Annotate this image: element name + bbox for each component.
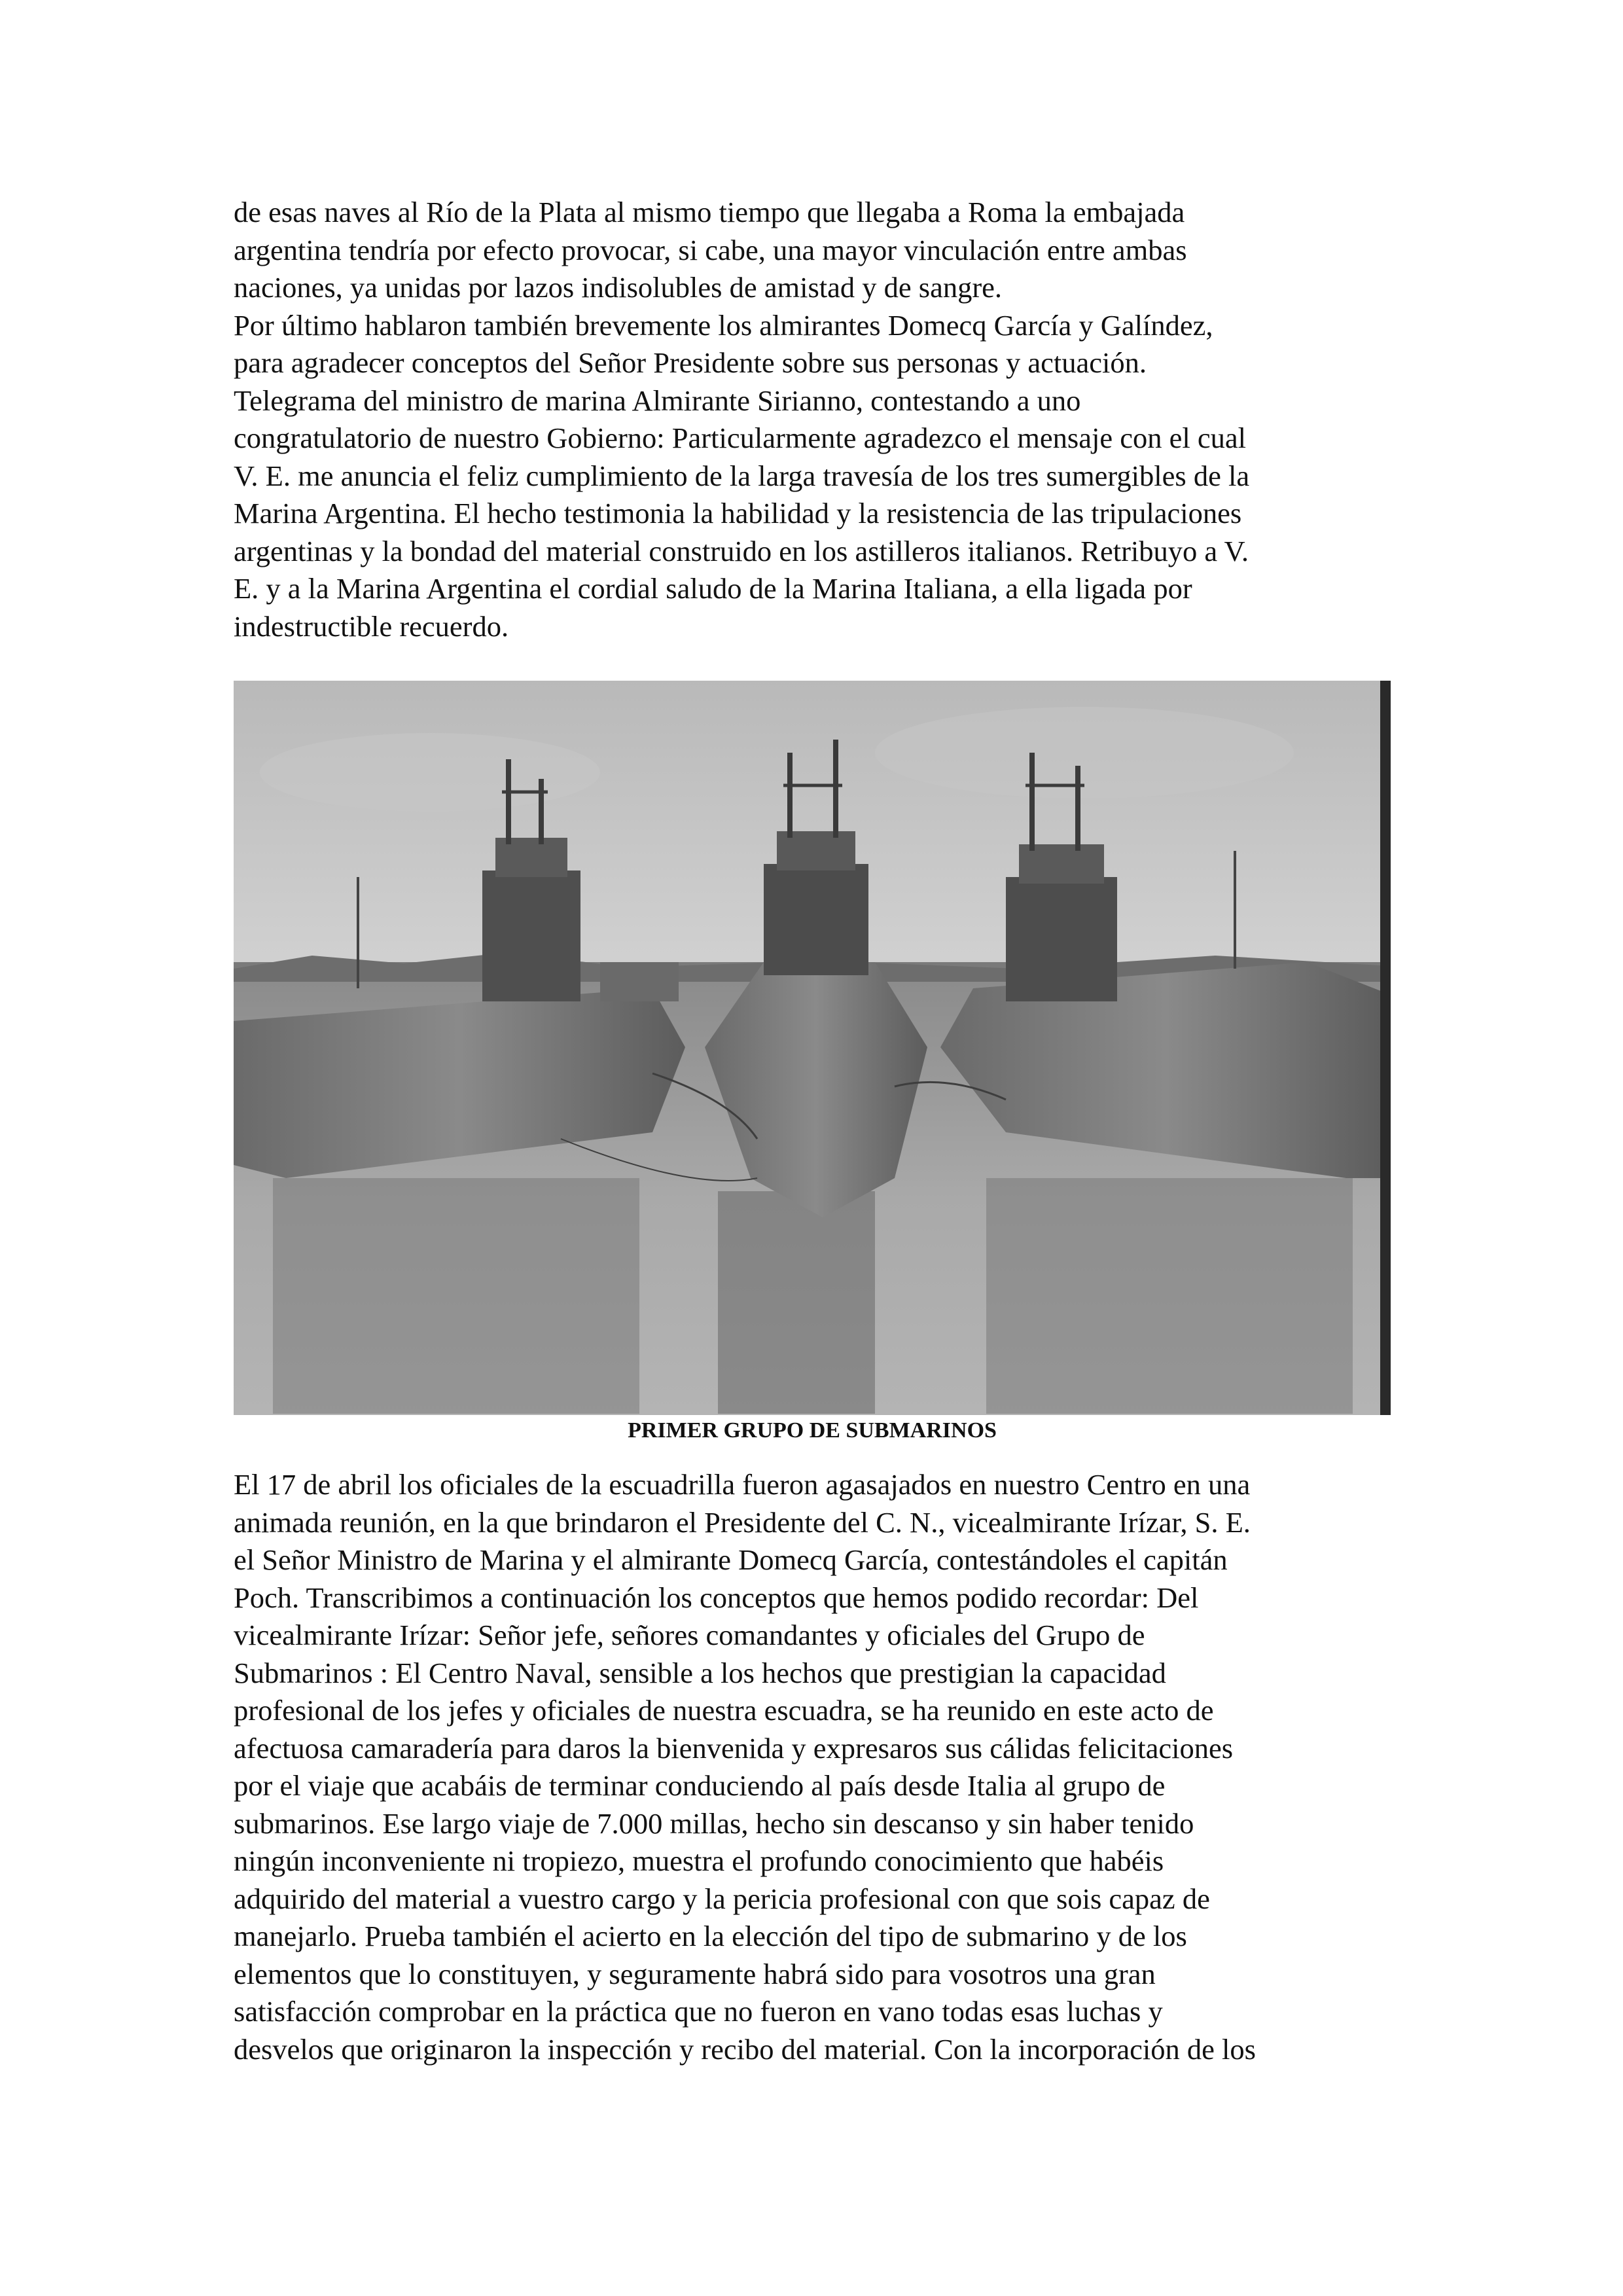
text-line: profesional de los jefes y oficiales de nuestra escuadra, se ha reunido en este acto de <box>234 1694 1214 1727</box>
text-line: adquirido del material a vuestro cargo y la pericia profesional con que sois capaz de <box>234 1882 1210 1915</box>
text-line: V. E. me anuncia el feliz cumplimiento de la larga travesía de los tres sumergibles de la <box>234 459 1250 492</box>
text-line: submarinos. Ese largo viaje de 7.000 millas, hecho sin descanso y sin haber tenido <box>234 1806 1194 1840</box>
submarines-photo <box>234 681 1391 1415</box>
text-line: E. y a la Marina Argentina el cordial saludo de la Marina Italiana, a ella ligada por <box>234 572 1192 605</box>
text-line: de esas naves al Río de la Plata al mismo tiempo que llegaba a Roma la embajada <box>234 196 1185 228</box>
text-line: argentina tendría por efecto provocar, si cabe, una mayor vinculación entre ambas <box>234 233 1187 266</box>
text-line: satisfacción comprobar en la práctica que no fueron en vano todas esas luchas y <box>234 1995 1163 2028</box>
text-line: Telegrama del ministro de marina Almirante Sirianno, contestando a uno <box>234 384 1081 417</box>
text-line: afectuosa camaradería para daros la bienvenida y expresaros sus cálidas felicitaciones <box>234 1731 1234 1765</box>
text-line: elementos que lo constituyen, y seguramente habrá sido para vosotros una gran <box>234 1957 1156 1990</box>
text-line: desvelos que originaron la inspección y recibo del material. Con la incorporación de los <box>234 2032 1256 2066</box>
text-line: El 17 de abril los oficiales de la escuadrilla fueron agasajados en nuestro Centro en una <box>234 1468 1251 1501</box>
text-line: Submarinos : El Centro Naval, sensible a los hechos que prestigian la capacidad <box>234 1656 1166 1689</box>
text-line: manejarlo. Prueba también el acierto en la elección del tipo de submarino y de los <box>234 1920 1187 1952</box>
text-line: el Señor Ministro de Marina y el almirante Domecq García, contestándoles el capitán <box>234 1543 1228 1576</box>
text-line: Por último hablaron también brevemente los almirantes Domecq García y Galíndez, <box>234 308 1213 342</box>
text-line: argentinas y la bondad del material construido en los astilleros italianos. Retribuyo a V. <box>234 534 1249 567</box>
text-line: para agradecer conceptos del Señor Presidente sobre sus personas y actuación. <box>234 346 1147 379</box>
text-line: indestructible recuerdo. <box>234 609 509 643</box>
text-line: ningún inconveniente ni tropiezo, muestra el profundo conocimiento que habéis <box>234 1844 1164 1877</box>
text-line: naciones, ya unidas por lazos indisolubles de amistad y de sangre. <box>234 271 1003 304</box>
bottom-paragraph <box>234 1466 1399 2068</box>
text-line: congratulatorio de nuestro Gobierno: Particularmente agradezco el mensaje con el cual <box>234 422 1246 454</box>
text-line: Marina Argentina. El hecho testimonia la habilidad y la resistencia de las tripulaciones <box>234 497 1242 529</box>
photo-caption: PRIMER GRUPO DE SUBMARINOS <box>628 1418 997 1443</box>
text-line: por el viaje que acabáis de terminar conduciendo al país desde Italia al grupo de <box>234 1769 1166 1802</box>
text-line: animada reunión, en la que brindaron el Presidente del C. N., vicealmirante Irízar, S. E. <box>234 1505 1251 1539</box>
text-line: vicealmirante Irízar: Señor jefe, señores comandantes y oficiales del Grupo de <box>234 1619 1145 1651</box>
submarines-photo-image <box>234 681 1391 1415</box>
top-paragraph <box>234 194 1399 645</box>
text-line: Poch. Transcribimos a continuación los conceptos que hemos podido recordar: Del <box>234 1581 1199 1614</box>
